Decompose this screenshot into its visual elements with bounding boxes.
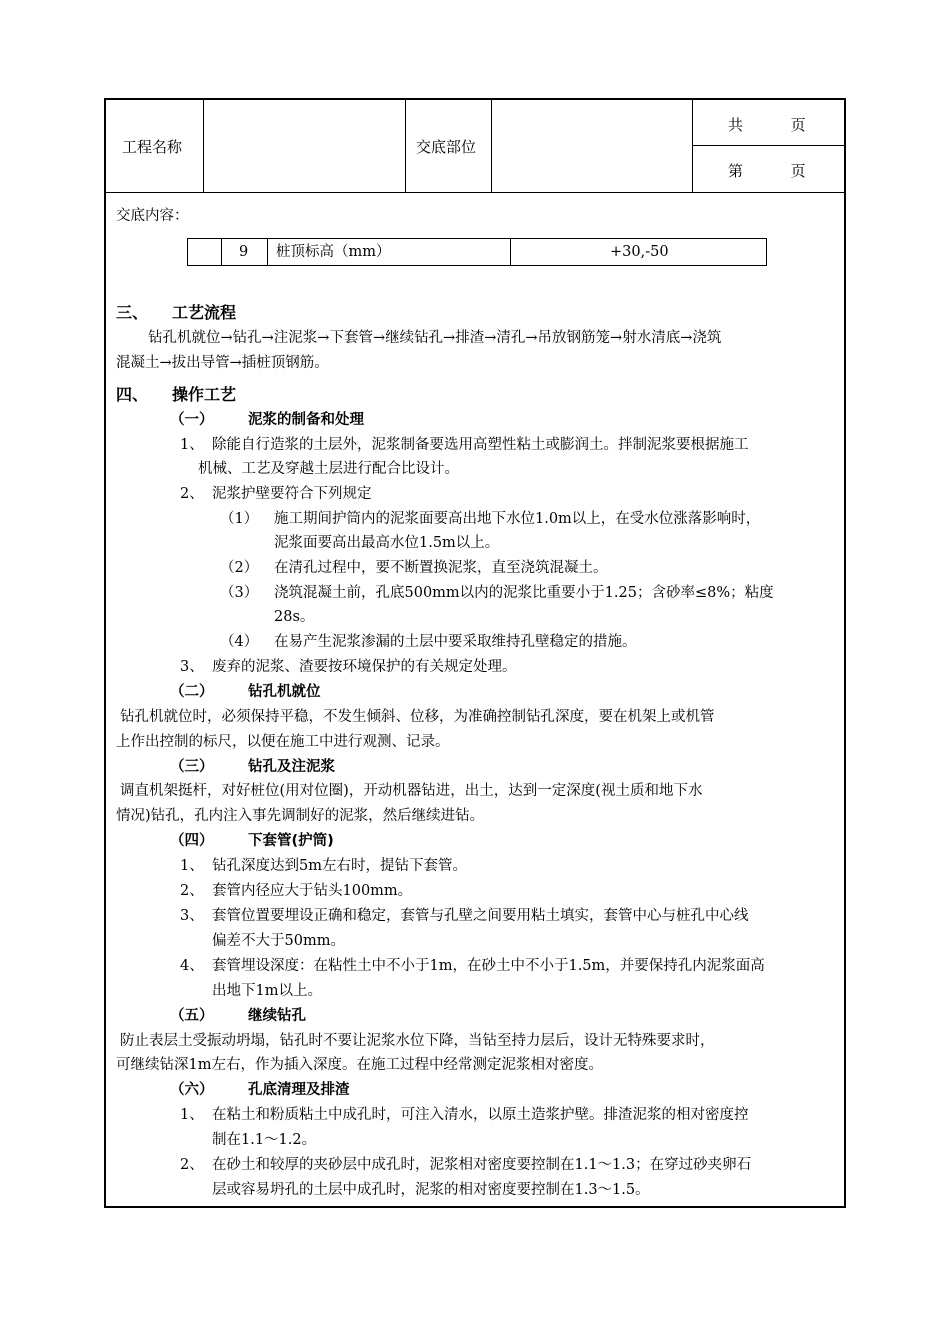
sub4-item2-line1: 套管内径应大于钻头100mm。 — [212, 883, 413, 899]
divider — [221, 239, 222, 265]
sub1-point1-line2: 泥浆面要高出最高水位1.5m以上。 — [274, 535, 500, 551]
sub5-line1: 防止表层土受振动坍塌，钻孔时不要让泥浆水位下降，当钻至持力层后，设计无特殊要求时， — [120, 1033, 715, 1049]
row-item: 桩顶标高（mm） — [276, 244, 391, 260]
sub2-number: （二） — [170, 684, 214, 700]
sub1-point1-line1: 施工期间护筒内的泥浆面要高出地下水位1.0m以上，在受水位涨落影响时， — [274, 511, 761, 527]
divider — [510, 239, 511, 265]
sub1-point4-line1: 在易产生泥浆渗漏的土层中要采取维持孔壁稳定的措施。 — [274, 634, 637, 650]
sub4-item2-number: 2、 — [180, 883, 204, 899]
project-name-label: 工程名称 — [122, 138, 183, 156]
sub6-item1-line1: 在粘土和粉质粘土中成孔时，可注入清水，以原土造浆护壁。排渣泥浆的相对密度控 — [212, 1107, 749, 1123]
sub4-item4-line2: 出地下1m以上。 — [212, 983, 322, 999]
sub2-title: 钻孔机就位 — [248, 684, 321, 700]
sub1-item3-number: 3、 — [180, 659, 204, 675]
sub3-line2: 情况)钻孔，孔内注入事先调制好的泥浆，然后继续进钻。 — [116, 808, 485, 824]
sub1-point2-line1: 在清孔过程中，要不断置换泥浆，直至浇筑混凝土。 — [274, 560, 608, 576]
row-value: +30,-50 — [610, 244, 669, 260]
sub1-number: （一） — [170, 412, 214, 428]
sub4-item3-line1: 套管位置要埋设正确和稳定，套管与孔壁之间要用粘土填实，套管中心与桩孔中心线 — [212, 908, 749, 924]
divider — [692, 145, 844, 146]
section3-number: 三、 — [116, 303, 149, 322]
sub4-item4-line1: 套管埋设深度：在粘性土中不小于1m，在砂土中不小于1.5m，并要保持孔内泥浆面高 — [212, 958, 765, 974]
sub1-point1-number: （1） — [220, 511, 259, 527]
sub6-item1-line2: 制在1.1～1.2。 — [212, 1132, 317, 1148]
divider — [491, 100, 492, 192]
sub1-item1-line1: 除能自行造浆的土层外，泥浆制备要选用高塑性粘土或膨润土。拌制泥浆要根据施工 — [212, 437, 749, 453]
total-pages: 共 页 — [728, 116, 806, 134]
sub6-item2-line2: 层或容易坍孔的土层中成孔时，泥浆的相对密度要控制在1.3～1.5。 — [212, 1182, 650, 1198]
sub4-item4-number: 4、 — [180, 958, 204, 974]
content-label: 交底内容： — [116, 208, 189, 224]
sub5-line2: 可继续钻深1m左右，作为插入深度。在施工过程中经常测定泥浆相对密度。 — [116, 1057, 603, 1073]
divider — [203, 100, 204, 192]
sub1-point3-number: （3） — [220, 585, 259, 601]
sub3-title: 钻孔及注泥浆 — [248, 759, 335, 775]
sub1-item1-number: 1、 — [180, 437, 204, 453]
section4-title: 操作工艺 — [172, 385, 237, 404]
sub1-point4-number: （4） — [220, 634, 259, 650]
sub4-item1-number: 1、 — [180, 858, 204, 874]
divider — [267, 239, 268, 265]
sub1-point2-number: （2） — [220, 560, 259, 576]
row-number: 9 — [239, 244, 249, 260]
sub6-item2-number: 2、 — [180, 1157, 204, 1173]
sub2-line1: 钻孔机就位时，必须保持平稳，不发生倾斜、位移，为准确控制钻孔深度，要在机架上或机管 — [120, 709, 715, 725]
page-number: 第 页 — [728, 162, 806, 180]
sub1-item2-number: 2、 — [180, 486, 204, 502]
sub1-point3-line1: 浇筑混凝土前，孔底500mm以内的泥浆比重要小于1.25；含砂率≤8%；粘度 — [274, 585, 774, 601]
sub6-item2-line1: 在砂土和较厚的夹砂层中成孔时，泥浆相对密度要控制在1.1～1.3；在穿过砂夹卵石 — [212, 1157, 752, 1173]
sub4-title: 下套管(护筒) — [248, 833, 334, 849]
sub2-line2: 上作出控制的标尺，以便在施工中进行观测、记录。 — [116, 734, 450, 750]
sub1-title: 泥浆的制备和处理 — [248, 412, 364, 428]
section3-line1: 钻孔机就位→钻孔→注泥浆→下套管→继续钻孔→排渣→清孔→吊放钢筋笼→射水清底→浇筑 — [148, 330, 722, 346]
tolerance-table-row — [187, 238, 767, 266]
sub3-number: （三） — [170, 759, 214, 775]
document-frame — [104, 98, 846, 1208]
divider — [106, 192, 844, 193]
section3-title: 工艺流程 — [172, 303, 237, 322]
sub4-item1-line1: 钻孔深度达到5m左右时，提钻下套管。 — [212, 858, 467, 874]
sub6-number: （六） — [170, 1082, 214, 1098]
section3-line2: 混凝土→拔出导管→插桩顶钢筋。 — [116, 355, 329, 371]
section4-number: 四、 — [116, 385, 149, 404]
sub5-title: 继续钻孔 — [248, 1008, 306, 1024]
sub6-title: 孔底清理及排渣 — [248, 1082, 350, 1098]
sub1-item2-line1: 泥浆护壁要符合下列规定 — [212, 486, 372, 502]
sub6-item1-number: 1、 — [180, 1107, 204, 1123]
sub4-item3-number: 3、 — [180, 908, 204, 924]
sub3-line1: 调直机架挺杆，对好桩位(用对位圈)，开动机器钻进，出土，达到一定深度(视土质和地下水 — [120, 783, 703, 799]
sub4-number: （四） — [170, 833, 214, 849]
divider — [692, 100, 693, 192]
divider — [405, 100, 406, 192]
sub5-number: （五） — [170, 1008, 214, 1024]
sub4-item3-line2: 偏差不大于50mm。 — [212, 933, 345, 949]
sub1-item3-line1: 废弃的泥浆、渣要按环境保护的有关规定处理。 — [212, 659, 517, 675]
sub1-item1-line2: 机械、工艺及穿越土层进行配合比设计。 — [198, 461, 459, 477]
sub1-point3-line2: 28s。 — [274, 609, 315, 625]
header-table — [106, 100, 844, 192]
location-label: 交底部位 — [416, 138, 477, 156]
